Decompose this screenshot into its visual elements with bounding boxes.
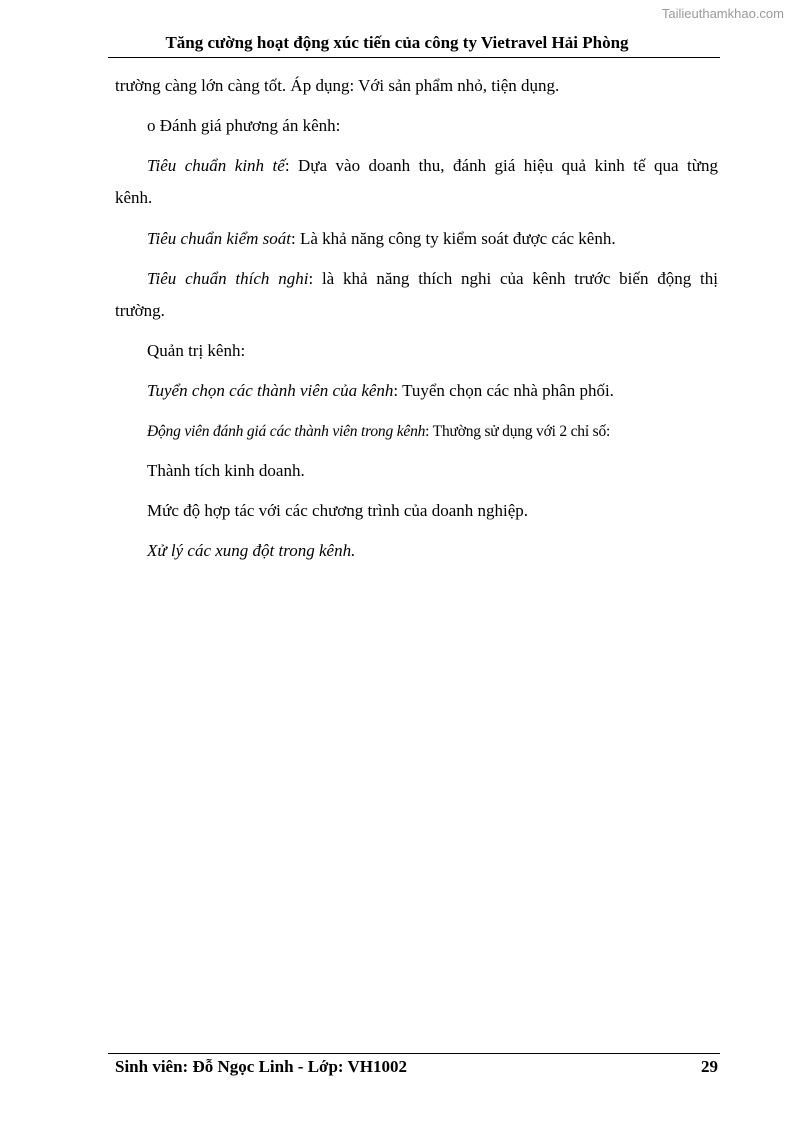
paragraph-line: Xử lý các xung đột trong kênh. <box>147 541 356 560</box>
page-number: 29 <box>701 1057 718 1076</box>
paragraph-motivation <box>147 422 610 442</box>
section-heading: Quản trị kênh: <box>147 341 246 360</box>
term: Tiêu chuẩn kiểm soát <box>147 229 292 248</box>
footer-student: Sinh viên: Đỗ Ngọc Linh - Lớp: VH1002 <box>115 1057 408 1076</box>
definition: : Dựa vào doanh thu, đánh giá hiệu quả kinh tế qua từng <box>284 156 718 175</box>
footer-rule <box>108 1053 720 1054</box>
watermark: Tailieuthamkhao.com <box>661 6 784 21</box>
paragraph-economic-criteria <box>115 156 718 176</box>
paragraph-continuation: trường. <box>115 301 165 320</box>
page-header-title: Tăng cường hoạt động xúc tiến của công ty Vietravel Hải Phòng <box>165 33 629 52</box>
paragraph-line: trường càng lớn càng tốt. Áp dụng: Với sản phẩm nhỏ, tiện dụng. <box>115 76 560 95</box>
paragraph-adaptability-criteria <box>115 269 718 289</box>
term: Động viên đánh giá các thành viên trong kênh <box>147 423 426 440</box>
paragraph-selection <box>147 381 614 401</box>
term: Tiêu chuẩn thích nghi <box>147 269 309 288</box>
paragraph-continuation: kênh. <box>115 188 153 207</box>
header-rule <box>108 57 720 58</box>
paragraph-control-criteria <box>147 229 616 249</box>
bullet-heading: o Đánh giá phương án kênh: <box>147 116 341 135</box>
definition: : Thường sử dụng với 2 chỉ số: <box>425 423 611 440</box>
definition: : Tuyển chọn các nhà phân phối. <box>393 381 614 400</box>
term: Tiêu chuẩn kinh tế <box>147 156 285 175</box>
definition: : Là khả năng công ty kiểm soát được các kênh. <box>291 229 616 248</box>
paragraph-line: Mức độ hợp tác với các chương trình của doanh nghiệp. <box>147 501 529 520</box>
term: Tuyển chọn các thành viên của kênh <box>147 381 394 400</box>
definition: : là khả năng thích nghi của kênh trước biến động thị <box>308 269 718 288</box>
paragraph-line: Thành tích kinh doanh. <box>147 461 305 480</box>
